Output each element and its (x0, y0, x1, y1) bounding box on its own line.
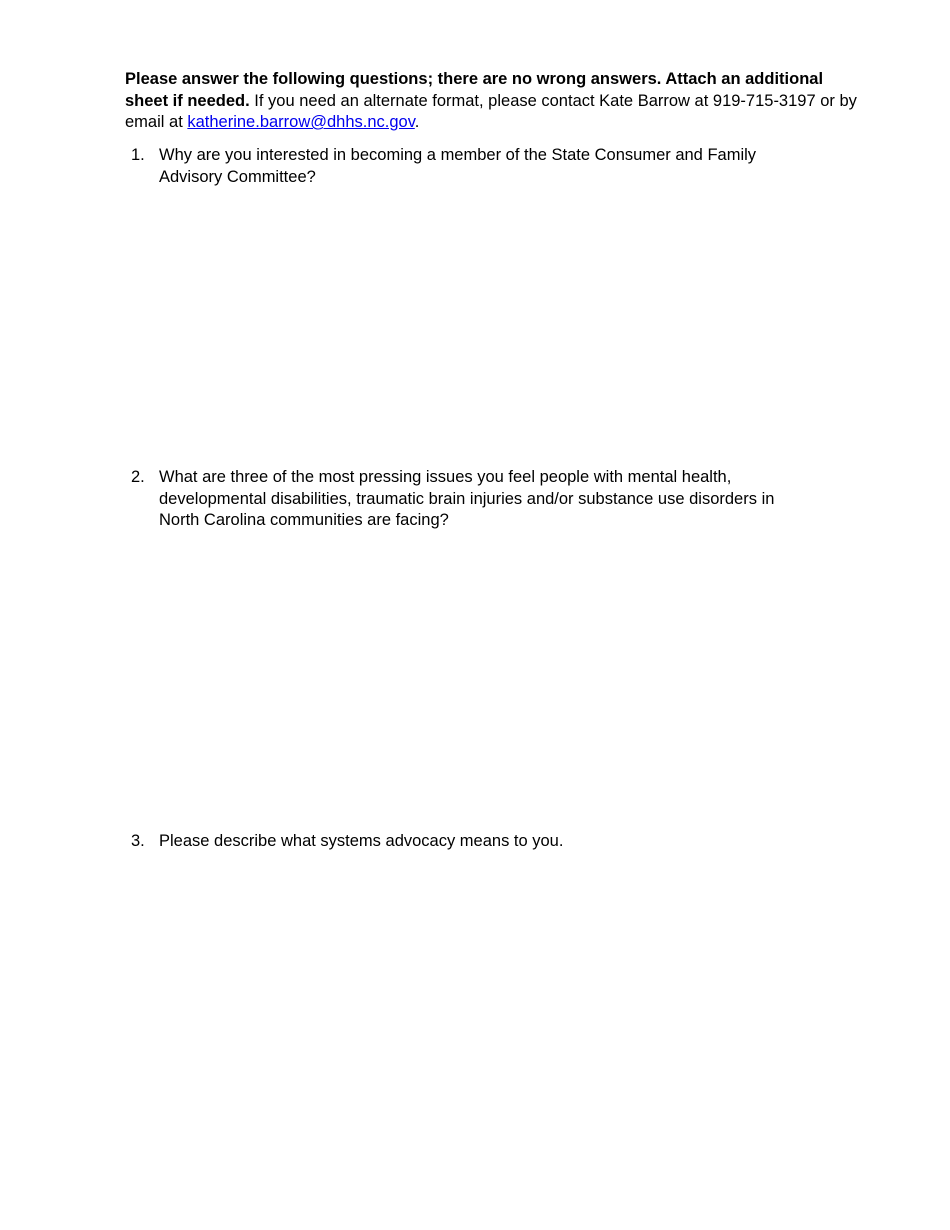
answer-space-2[interactable] (159, 540, 839, 820)
question-number: 1. (131, 146, 145, 164)
question-text: Please describe what systems advocacy means to you. (159, 832, 564, 850)
contact-email-link[interactable]: katherine.barrow@dhhs.nc.gov (187, 113, 415, 131)
question-number: 2. (131, 468, 145, 486)
question-number: 3. (131, 832, 145, 850)
question-3 (125, 831, 805, 853)
instructions-bold-text: Please answer the following questions; there are no wrong answers. Attach an additional sheet if needed. (125, 70, 824, 110)
answer-space-1[interactable] (159, 195, 839, 455)
instructions-trailing-period: . (414, 113, 420, 131)
question-text: Why are you interested in becoming a member of the State Consumer and Family Advisory Committee? (159, 146, 757, 186)
instructions-paragraph (125, 69, 860, 134)
question-2 (125, 467, 805, 532)
answer-space-3[interactable] (159, 860, 839, 1200)
instructions-contact-text: If you need an alternate format, please contact Kate Barrow at 919-715-3197 or by email at (125, 91, 857, 131)
question-text: What are three of the most pressing issues you feel people with mental health, developmental disabilities, traumatic brain injuries and/or substance use disorders in North Carolina communities are facing? (159, 468, 775, 529)
question-1 (125, 145, 805, 188)
